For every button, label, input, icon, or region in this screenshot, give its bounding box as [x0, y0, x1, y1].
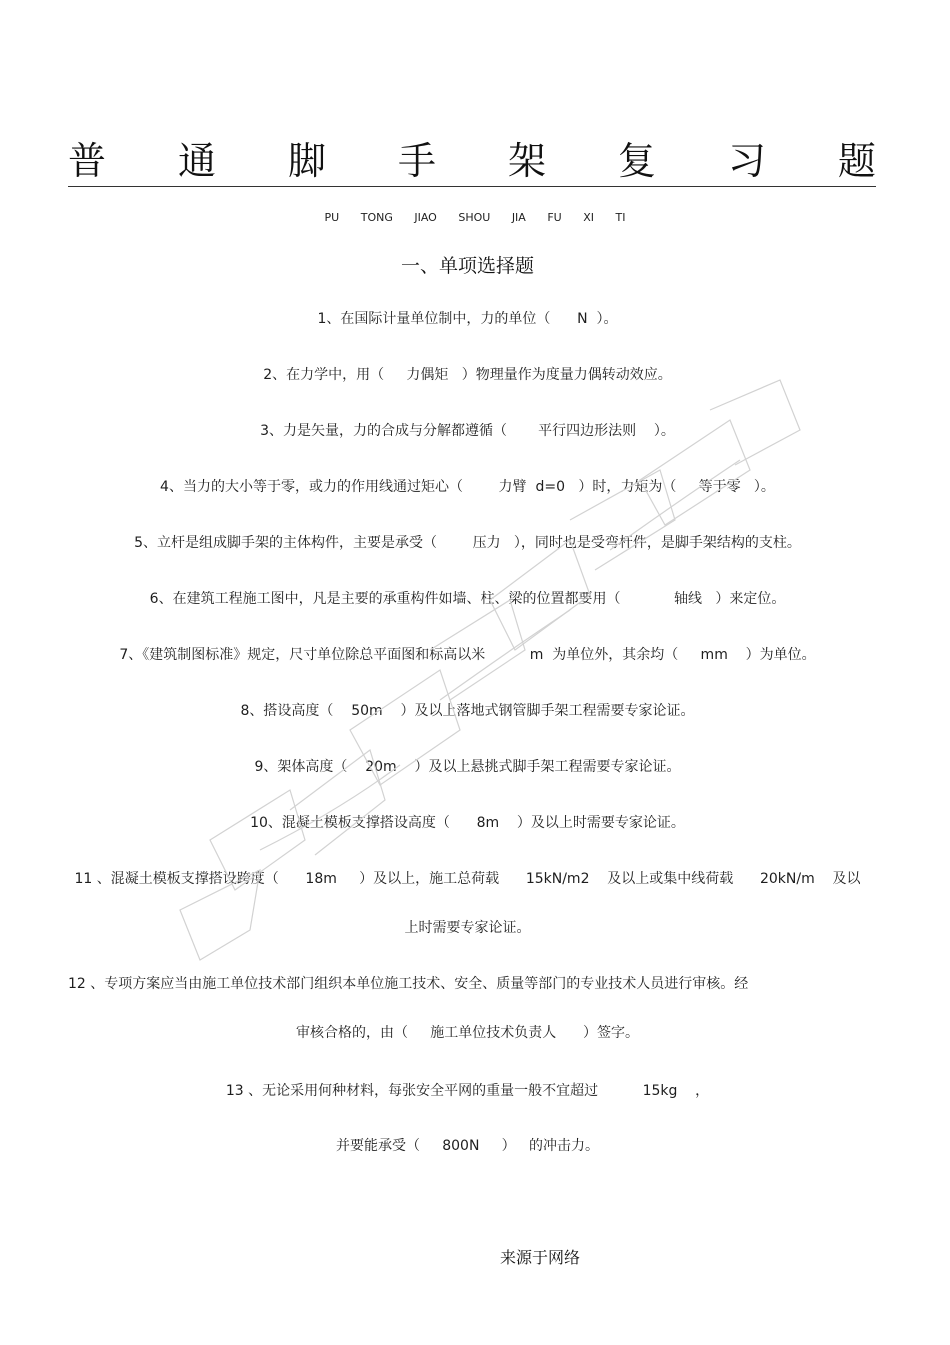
- question-12-line-2: 审核合格的，由（ 施工单位技术负责人 ）签字。: [296, 1025, 639, 1041]
- question-4: 4、当力的大小等于零，或力的作用线通过矩心（ 力臂 d=0 ）时，力矩为（ 等于零 ）。: [160, 479, 775, 495]
- question-13-line-2: 并要能承受（ 800N ） 的冲击力。: [335, 1138, 600, 1154]
- question-9: 9、架体高度（ 20m ）及以上悬挑式脚手架工程需要专家论证。: [254, 759, 681, 775]
- pinyin-subtitle: [0, 211, 950, 224]
- question-11-line-1: 11 、混凝土模板支撑搭设跨度（ 18m ）及以上，施工总荷载 15kN/m2 及以上或集中线荷载 20kN/m 及以: [74, 871, 861, 887]
- question-2: 2、在力学中，用（ 力偶矩 ）物理量作为度量力偶转动效应。: [263, 367, 672, 383]
- title-char: 题: [837, 138, 876, 183]
- title-underline: [68, 186, 876, 187]
- section-heading: 一、单项选择题: [400, 255, 534, 277]
- pinyin-syllable: SHOU: [458, 211, 491, 224]
- question-12-line-1: 12 、专项方案应当由施工单位技术部门组织本单位施工技术、安全、质量等部门的专业技术人员进行审核。经: [68, 976, 749, 992]
- question-13-line-1: 13 、无论采用何种材料，每张安全平网的重量一般不宜超过 15kg ，: [225, 1083, 710, 1099]
- question-8: 8、搭设高度（ 50m ）及以上落地式钢管脚手架工程需要专家论证。: [240, 703, 695, 719]
- title-char: 习: [727, 138, 766, 183]
- pinyin-syllable: TI: [615, 211, 626, 224]
- title-char: 通: [177, 138, 216, 183]
- pinyin-syllable: JIAO: [414, 211, 437, 224]
- question-5: 5、立杆是组成脚手架的主体构件，主要是承受（ 压力 ），同时也是受弯杆件，是脚手架结构的支柱。: [134, 535, 801, 551]
- pinyin-syllable: XI: [583, 211, 594, 224]
- question-6: 6、在建筑工程施工图中，凡是主要的承重构件如墙、柱、梁的位置都要用（ 轴线 ）来定位。: [149, 591, 786, 607]
- question-1: 1、在国际计量单位制中，力的单位（ N ）。: [317, 311, 618, 327]
- title-char: 架: [507, 138, 546, 183]
- source-note: 来源于网络: [500, 1248, 581, 1267]
- title-char: 手: [397, 138, 436, 183]
- question-11-line-2: 上时需要专家论证。: [404, 920, 531, 936]
- pinyin-syllable: PU: [324, 211, 340, 224]
- question-3: 3、力是矢量，力的合成与分解都遵循（ 平行四边形法则 ）。: [260, 423, 675, 439]
- pinyin-syllable: FU: [547, 211, 562, 224]
- pinyin-syllable: TONG: [360, 211, 393, 224]
- question-7: 7、《建筑制图标准》规定，尺寸单位除总平面图和标高以米 m 为单位外，其余均（ mm ）为单位。: [119, 647, 816, 663]
- title-char: 复: [617, 138, 656, 183]
- title-char: 脚: [287, 138, 326, 183]
- title-char: 普: [68, 138, 107, 183]
- document-title: [68, 132, 876, 182]
- pinyin-syllable: JIA: [511, 211, 526, 224]
- question-10: 10、混凝土模板支撑搭设高度（ 8m ）及以上时需要专家论证。: [250, 815, 685, 831]
